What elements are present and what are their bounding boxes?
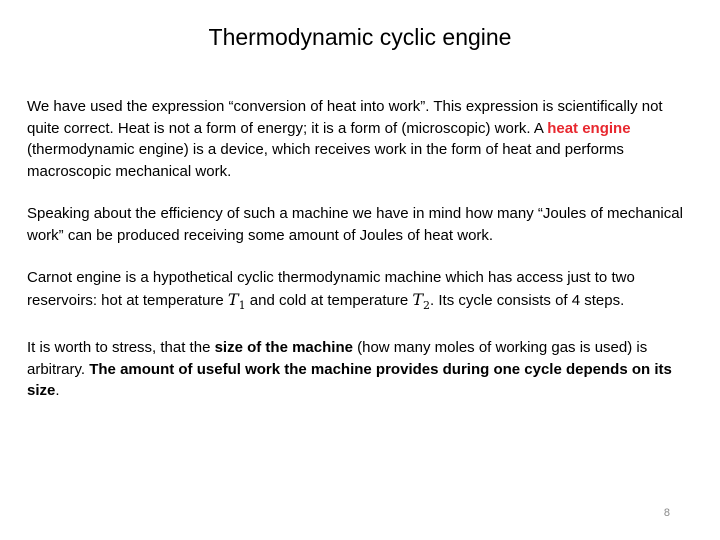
paragraph-text: We have used the expression “conversion of heat into work”. This expression is scientifically not quite correct. Heat is not a form of energy; it is a form of (microscopic) work. A xyxy=(27,98,663,137)
math-var: T xyxy=(227,289,239,309)
paragraph-text: It is worth to stress, that the xyxy=(27,339,215,357)
paragraph-carnot xyxy=(27,267,695,316)
paragraph-efficiency xyxy=(27,203,695,246)
math-subscript: 2 xyxy=(423,298,431,312)
math-var: T xyxy=(412,289,424,309)
paragraph-text: and cold at temperature xyxy=(245,291,413,309)
paragraph-text: (thermodynamic engine) is a device, which receives work in the form of heat and performs macroscopic mechanical work. xyxy=(27,141,624,180)
bold-useful-work: The amount of useful work the machine provides during one cycle depends on its size xyxy=(27,360,672,400)
page-number: 8 xyxy=(663,507,670,519)
math-t1 xyxy=(227,289,246,312)
paragraph-text: (how many moles of working gas is used) is arbitrary. xyxy=(27,339,648,378)
paragraph-text: . xyxy=(55,382,60,400)
paragraph-text: Carnot engine is a hypothetical cyclic thermodynamic machine which has access just to two reservoirs: hot at temperature xyxy=(27,269,635,309)
bold-size-of-machine: size of the machine xyxy=(214,339,353,357)
paragraph-size xyxy=(27,337,695,402)
paragraph-text: Speaking about the efficiency of such a machine we have in mind how many “Joules of mechanical work” can be produced receiving some amount of Joules of heat work. xyxy=(27,205,683,244)
slide-title: Thermodynamic cyclic engine xyxy=(208,24,512,50)
math-t2 xyxy=(412,289,431,312)
math-subscript: 1 xyxy=(238,298,246,312)
slide-body xyxy=(27,96,695,423)
paragraph-heat-work xyxy=(27,96,695,182)
paragraph-text: . Its cycle consists of 4 steps. xyxy=(430,291,625,309)
heat-engine-highlight: heat engine xyxy=(547,119,631,137)
